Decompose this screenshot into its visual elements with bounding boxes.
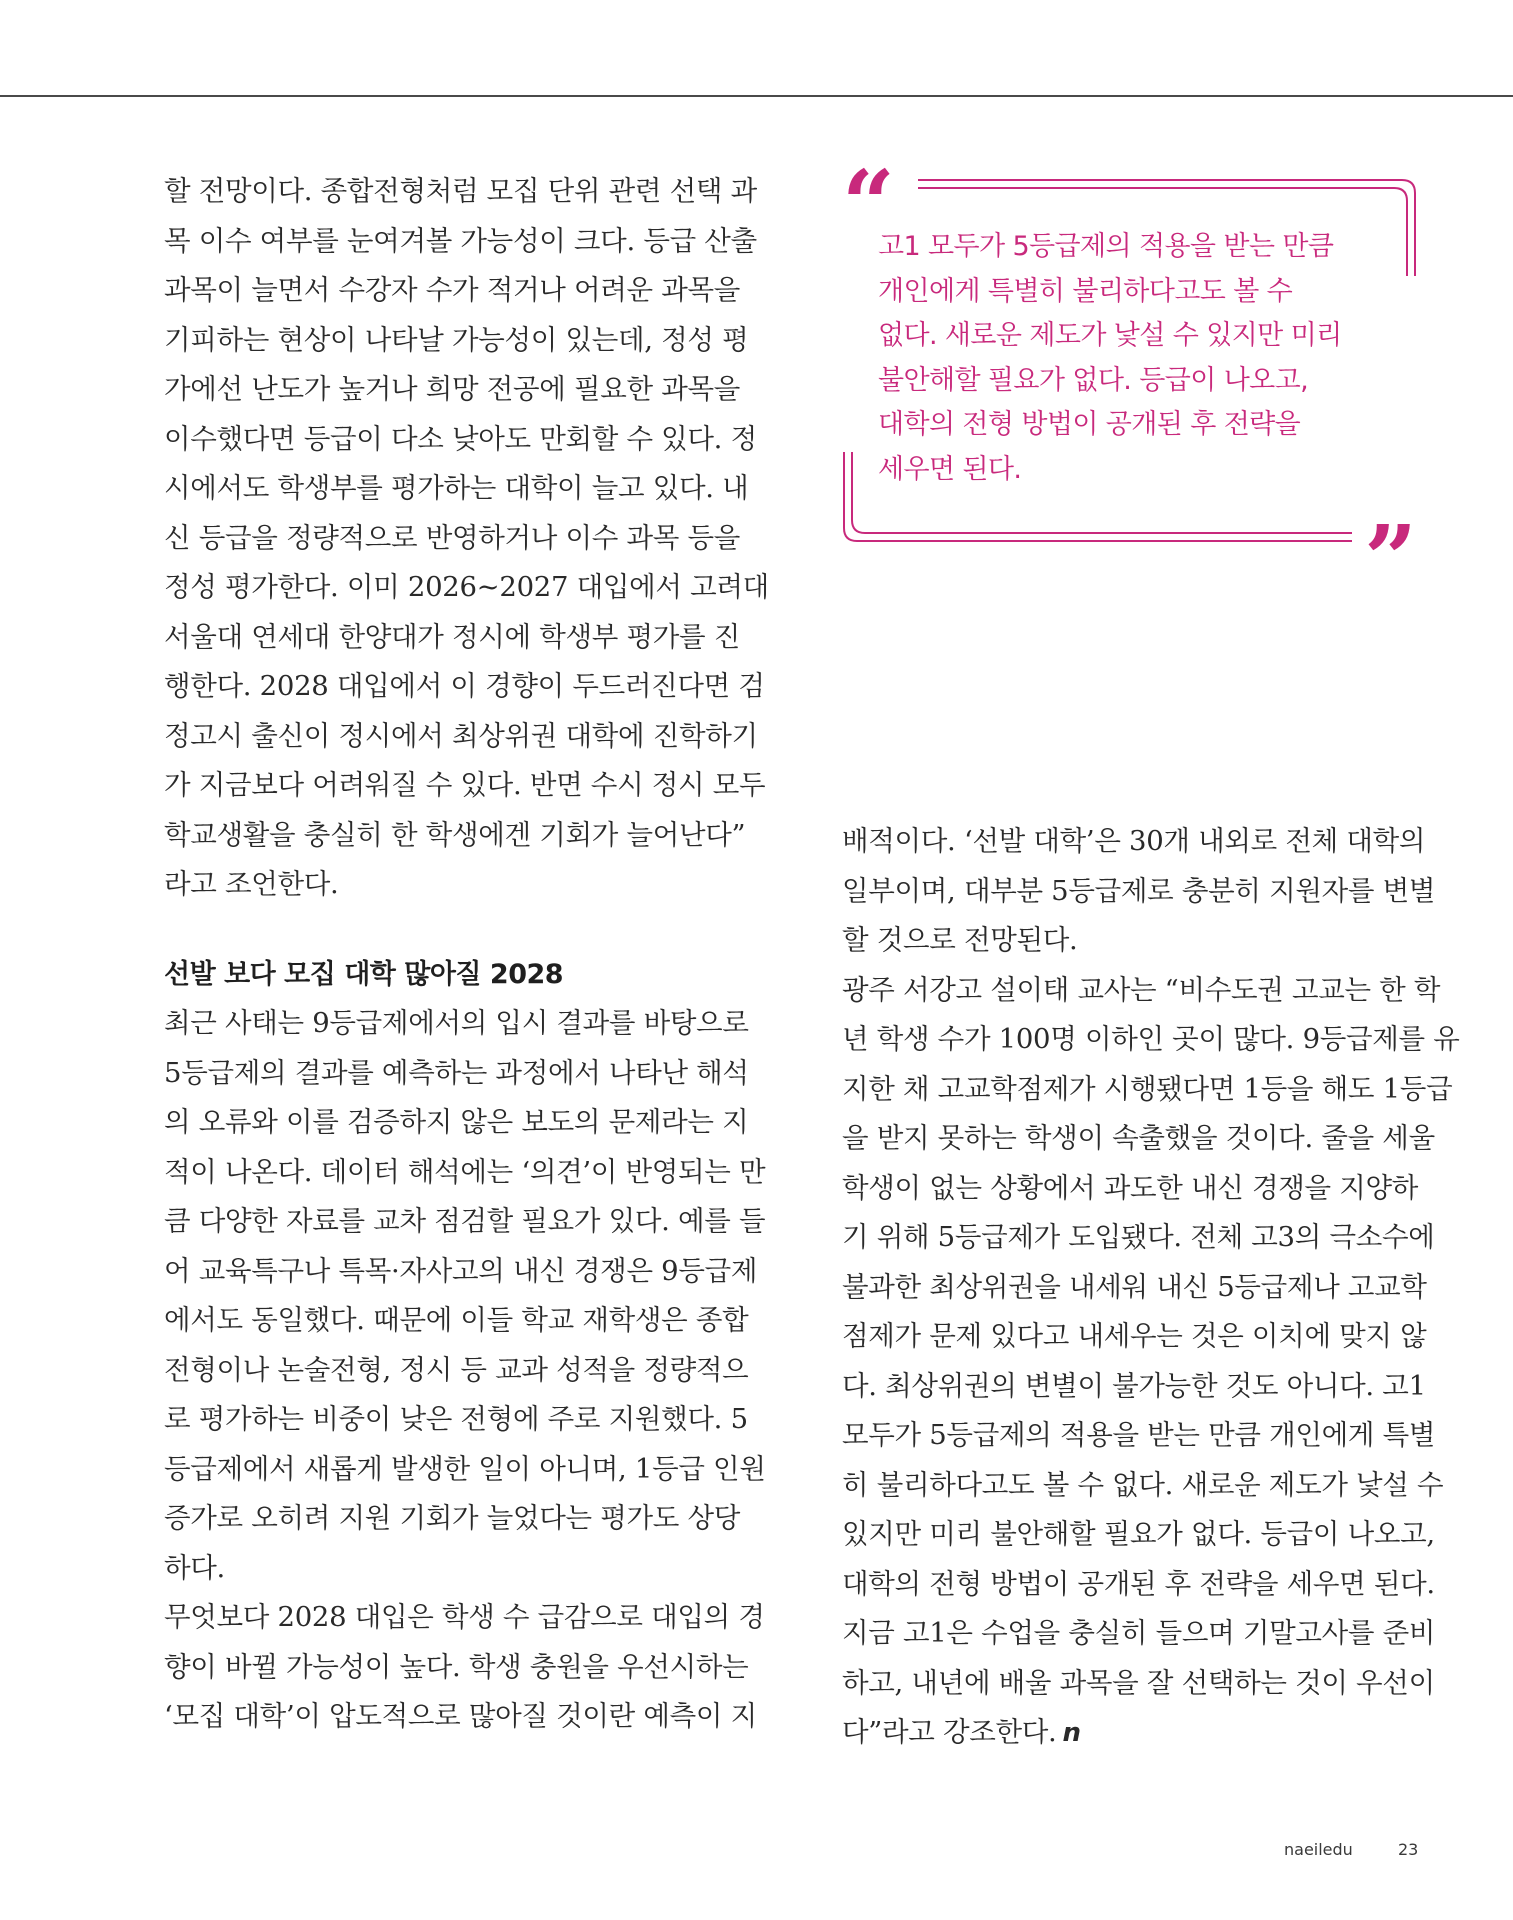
text-line: 목 이수 여부를 눈여겨볼 가능성이 크다. 등급 산출	[164, 224, 757, 257]
text-line: 지한 채 고교학점제가 시행됐다면 1등을 해도 1등급	[842, 1072, 1453, 1105]
text-line: 기 위해 5등급제가 도입됐다. 전체 고3의 극소수에	[842, 1221, 1435, 1253]
text-line: 하고, 내년에 배울 과목을 잘 선택하는 것이 우선이	[842, 1666, 1435, 1699]
text-line: 점제가 문제 있다고 내세우는 것은 이치에 맞지 않	[842, 1320, 1427, 1352]
text-line: 행한다. 2028 대입에서 이 경향이 두드러진다면 검	[164, 670, 765, 702]
text-line: 하다.	[164, 1551, 225, 1584]
quote-line: 개인에게 특별히 불리하다고도 볼 수	[878, 275, 1293, 307]
text-line: 의 오류와 이를 검증하지 않은 보도의 문제라는 지	[164, 1106, 749, 1138]
text-line: 5등급제의 결과를 예측하는 과정에서 나타난 해석	[164, 1056, 749, 1089]
text-line: 시에서도 학생부를 평가하는 대학이 늘고 있다. 내	[164, 472, 749, 504]
text-line: 신 등급을 정량적으로 반영하거나 이수 과목 등을	[164, 521, 740, 554]
end-mark-icon: n	[1062, 1718, 1081, 1748]
text-line: 히 불리하다고도 볼 수 없다. 새로운 제도가 낯설 수	[842, 1468, 1444, 1501]
quote-line: 세우면 된다.	[878, 453, 1022, 485]
text-line: 모두가 5등급제의 적용을 받는 만큼 개인에게 특별	[842, 1419, 1436, 1451]
text-line: 최근 사태는 9등급제에서의 입시 결과를 바탕으로	[164, 1007, 749, 1039]
text-line: 로 평가하는 비중이 낮은 전형에 주로 지원했다. 5	[164, 1403, 748, 1435]
text-line: 과목이 늘면서 수강자 수가 적거나 어려운 과목을	[164, 274, 740, 306]
text-line: 전형이나 논술전형, 정시 등 교과 성적을 정량적으	[164, 1353, 749, 1386]
text-line: 향이 바뀔 가능성이 높다. 학생 충원을 우선시하는	[164, 1650, 749, 1683]
text-line: 불과한 최상위권을 내세워 내신 5등급제나 고교학	[842, 1270, 1427, 1303]
left-column	[164, 167, 769, 1742]
section-heading: 선발 보다 모집 대학 많아질 2028	[164, 958, 564, 990]
text-line: 할 것으로 전망된다.	[842, 924, 1078, 956]
text-line: 이수했다면 등급이 다소 낮아도 만회할 수 있다. 정	[164, 422, 757, 455]
text-line: 가에선 난도가 높거나 희망 전공에 필요한 과목을	[164, 373, 740, 405]
open-quote-mark: “	[842, 150, 895, 258]
quote-line: 없다. 새로운 제도가 낯설 수 있지만 미리	[878, 320, 1342, 351]
top-rule	[0, 95, 1513, 97]
text-line: 있지만 미리 불안해할 필요가 없다. 등급이 나오고,	[842, 1518, 1435, 1550]
text-line: 할 전망이다. 종합전형처럼 모집 단위 관련 선택 과	[164, 175, 757, 207]
text-line: 광주 서강고 설이태 교사는 “비수도권 고교는 한 학	[842, 973, 1441, 1006]
left-paragraph-2	[164, 999, 766, 1593]
quote-line: 대학의 전형 방법이 공개된 후 전략을	[878, 409, 1301, 440]
text-line: 등급제에서 새롭게 발생한 일이 아니며, 1등급 인원	[164, 1452, 766, 1485]
text-line: 증가로 오히려 지원 기회가 늘었다는 평가도 상당	[164, 1502, 740, 1534]
quote-text	[878, 225, 1348, 492]
text-line: 다. 최상위권의 변별이 불가능한 것도 아니다. 고1	[842, 1369, 1426, 1402]
footer-brand: naeiledu	[1284, 1840, 1353, 1859]
text-line: 정고시 출신이 정시에서 최상위권 대학에 진학하기	[164, 719, 758, 752]
text-line: 대학의 전형 방법이 공개된 후 전략을 세우면 된다.	[842, 1567, 1435, 1600]
text-line-final	[842, 1708, 1418, 1758]
page-number: 23	[1398, 1840, 1419, 1859]
text-line: 어 교육특구나 특목·자사고의 내신 경쟁은 9등급제	[164, 1254, 758, 1287]
text-line: 지금 고1은 수업을 충실히 들으며 기말고사를 준비	[842, 1617, 1436, 1649]
final-line-text: 다”라고 강조한다.	[842, 1716, 1057, 1748]
text-line: 적이 나온다. 데이터 해석에는 ‘의견’이 반영되는 만	[164, 1155, 766, 1188]
text-line: 큼 다양한 자료를 교차 점검할 필요가 있다. 예를 들	[164, 1205, 766, 1237]
text-line: 라고 조언한다.	[164, 868, 339, 900]
right-paragraph-1	[842, 817, 1436, 966]
text-line: 에서도 동일했다. 때문에 이들 학교 재학생은 종합	[164, 1304, 749, 1336]
left-paragraph-3	[164, 1593, 765, 1742]
pull-quote	[842, 150, 1417, 613]
right-column	[842, 817, 1460, 1758]
text-line: 무엇보다 2028 대입은 학생 수 급감으로 대입의 경	[164, 1601, 765, 1633]
left-paragraph-1	[164, 167, 769, 910]
text-line: 일부이며, 대부분 5등급제로 충분히 지원자를 변별	[842, 874, 1436, 907]
text-line: 학생이 없는 상황에서 과도한 내신 경쟁을 지양하	[842, 1171, 1418, 1204]
text-line: ‘모집 대학’이 압도적으로 많아질 것이란 예측이 지	[164, 1700, 757, 1732]
text-line: 을 받지 못하는 학생이 속출했을 것이다. 줄을 세울	[842, 1122, 1435, 1154]
text-line: 배적이다. ‘선발 대학’은 30개 내외로 전체 대학의	[842, 825, 1426, 857]
text-line: 정성 평가한다. 이미 2026~2027 대입에서 고려대	[164, 571, 769, 603]
text-line: 가 지금보다 어려워질 수 있다. 반면 수시 정시 모두	[164, 769, 766, 801]
text-line: 기피하는 현상이 나타날 가능성이 있는데, 정성 평	[164, 323, 749, 356]
right-paragraph-2	[842, 966, 1460, 1758]
text-line: 학교생활을 충실히 한 학생에겐 기회가 늘어난다”	[164, 818, 746, 851]
quote-line: 고1 모두가 5등급제의 적용을 받는 만큼	[878, 231, 1334, 262]
text-line: 년 학생 수가 100명 이하인 곳이 많다. 9등급제를 유	[842, 1023, 1460, 1055]
text-line: 서울대 연세대 한양대가 정시에 학생부 평가를 진	[164, 620, 740, 653]
close-quote-mark: ”	[1364, 505, 1417, 613]
quote-line: 불안해할 필요가 없다. 등급이 나오고,	[878, 364, 1309, 396]
